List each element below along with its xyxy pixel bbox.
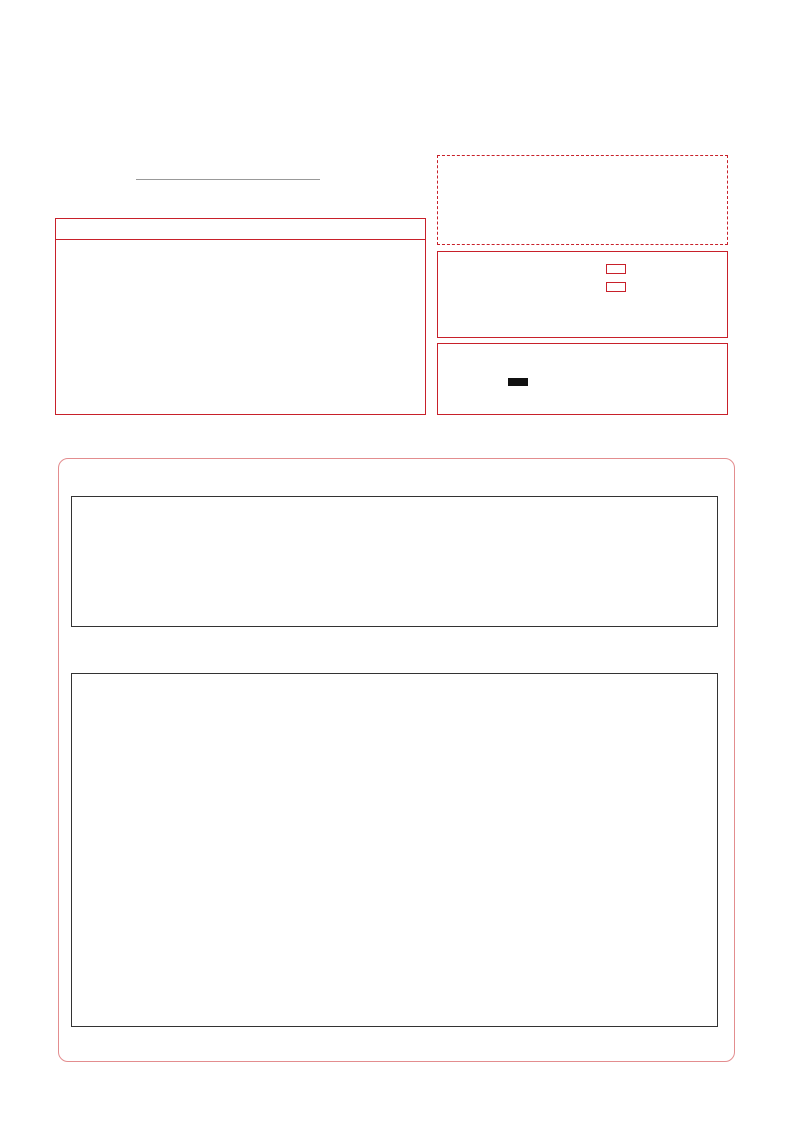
timing-marks-top: [50, 38, 745, 51]
absent-mark-box[interactable]: [606, 261, 626, 275]
notice-title: [56, 219, 425, 240]
fill-sample-box: [437, 343, 728, 415]
notice-box: [55, 218, 426, 415]
timing-marks-left: [36, 0, 49, 1122]
answer-box[interactable]: [71, 673, 718, 1027]
violation-mark-box[interactable]: [606, 279, 626, 293]
choice-box: [71, 496, 718, 627]
name-field[interactable]: [136, 178, 320, 180]
notice-list: [56, 240, 425, 244]
correct-fill-mark: [508, 374, 528, 388]
barcode-area: [437, 155, 728, 245]
forbidden-box: [437, 251, 728, 338]
